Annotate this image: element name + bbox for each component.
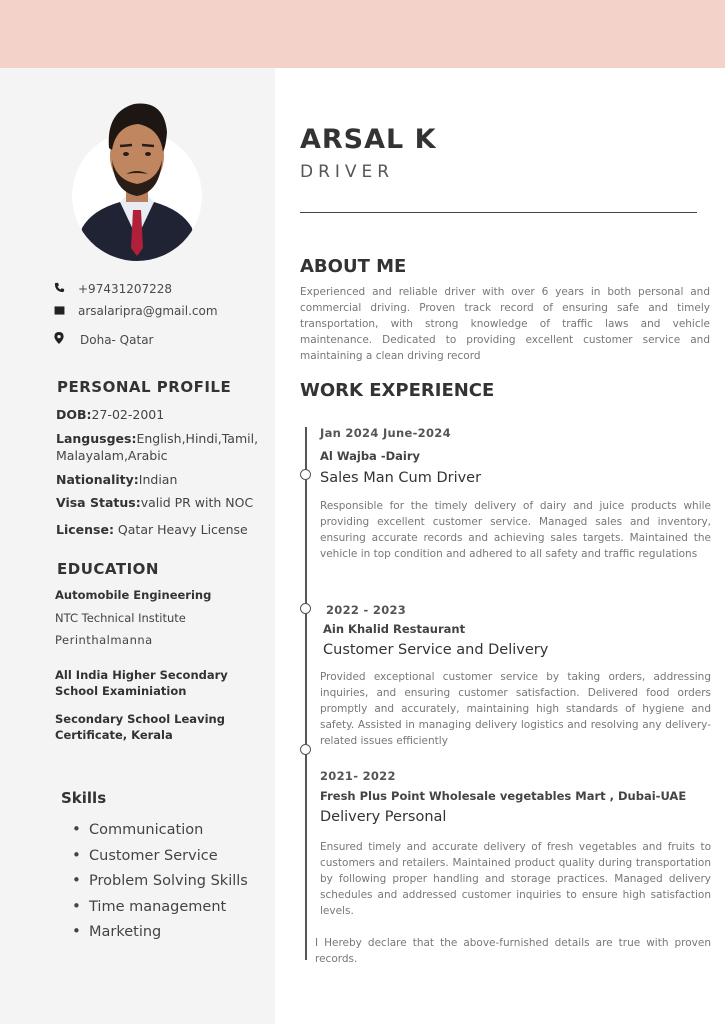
education-degree: Automobile Engineering [55,588,212,602]
job-date: 2022 - 2023 [326,603,407,617]
personal-profile-heading: PERSONAL PROFILE [57,378,232,396]
skill-item: • Marketing [72,920,248,946]
header-divider [300,212,697,213]
timeline-dot [300,469,311,480]
education-institute: NTC Technical Institute [55,611,186,625]
location-text: Doha- Qatar [80,332,154,347]
timeline-line [305,427,307,960]
contact-location [54,332,153,347]
candidate-role: DRIVER [300,162,395,182]
timeline-dot [300,603,311,614]
candidate-name: ARSAL K [300,124,437,155]
nationality: Nationality:Indian [56,472,178,487]
languages: Langusges:English,Hindi,Tamil, Malayalam,Arabic [56,431,259,463]
location-pin-icon [54,332,68,347]
email-address: arsalaripra@gmail.com [78,304,218,318]
education-heading: EDUCATION [57,560,159,578]
education-city: Perinthalmanna [55,633,153,647]
phone-icon [54,282,68,296]
job-description: Provided exceptional customer service by taking orders, addressing inquiries, and ensuring customer satisfaction. Delivered food orders promptly and accurately, maintaining high standards of hygiene and safety. Assisted in managing delivery logistics and resolving any delivery-related issues efficiently [320,671,711,747]
declaration: I Hereby declare that the above-furnished details are true with proven records. [315,937,711,965]
skill-item: • Communication [72,818,248,844]
license: License: Qatar Heavy License [56,522,248,537]
skills-heading: Skills [61,789,107,807]
education-higher-secondary: All India Higher Secondary School Examiniation [55,668,228,698]
education-secondary: Secondary School Leaving Certificate, Kerala [55,712,225,742]
contact-phone[interactable] [54,282,172,296]
header-band [0,0,725,68]
skills-list [72,818,248,946]
work-experience-heading: WORK EXPERIENCE [300,380,495,401]
profile-photo [72,88,202,263]
skill-item: • Problem Solving Skills [72,869,248,895]
job-company: Ain Khalid Restaurant [323,622,466,636]
visa-status: Visa Status:valid PR with NOC [56,495,254,510]
job-title: Delivery Personal [320,809,447,825]
job-description: Responsible for the timely delivery of dairy and juice products while providing excellent customer service. Managed sales and inventory, ensuring accurate records and achieving sales targets. Maintained the vehicle in top condition and adhered to all safety and traffic regulations [320,500,711,560]
job-date: 2021- 2022 [320,769,396,783]
about-heading: ABOUT ME [300,256,407,277]
job-title: Sales Man Cum Driver [320,470,482,486]
phone-number: +97431207228 [78,282,173,296]
about-text: Experienced and reliable driver with over 6 years in both personal and commercial driving. Proven track record of ensuring safe and timely transportation, with strong knowledge of traffic laws and vehicle maintenance. Dedicated to providing excellent customer service and maintaining a clean driving record [300,286,710,362]
job-date: Jan 2024 June-2024 [320,426,451,440]
contact-email[interactable] [54,304,218,318]
job-company: Fresh Plus Point Wholesale vegetables Mart , Dubai-UAE [320,789,687,803]
timeline-dot [300,744,311,755]
job-company: Al Wajba -Dairy [320,449,421,463]
job-description: Ensured timely and accurate delivery of fresh vegetables and fruits to customers and retailers. Maintained product quality during transportation by following proper handling and storage practices. Managed delivery schedules and addressed customer inquiries to ensure high satisfaction levels. [320,841,711,917]
skill-item: • Customer Service [72,844,248,870]
dob: DOB:27-02-2001 [56,407,165,422]
job-title: Customer Service and Delivery [323,642,549,658]
skill-item: • Time management [72,895,248,921]
envelope-icon [54,304,68,318]
